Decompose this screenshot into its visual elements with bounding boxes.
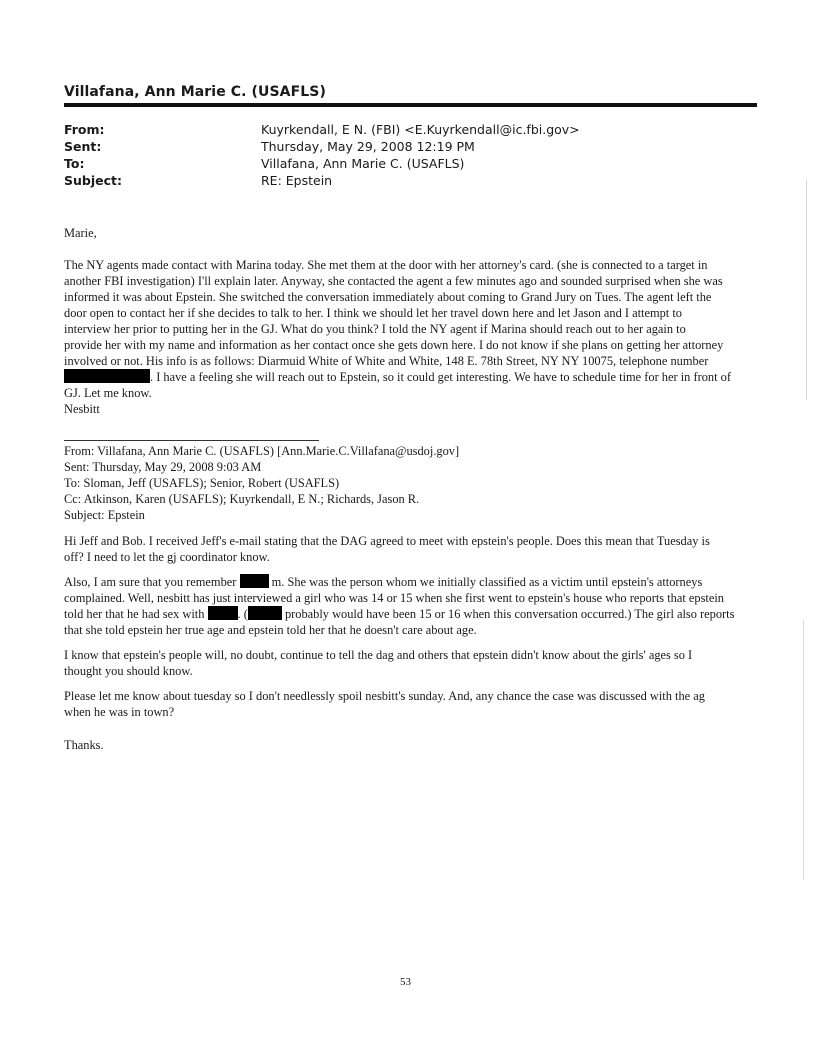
paragraph-line: thought you should know. [64,664,193,678]
reply-line: informed it was about Epstein. She switched the conversation immediately about coming to Grand Jury on Tues. The agent left the [64,290,712,304]
paragraph-text: Also, I am sure that you remember [64,575,237,589]
to-value: Villafana, Ann Marie C. (USAFLS) [261,156,465,171]
scan-edge-mark [803,620,804,880]
redaction-block [248,606,282,620]
paragraph-line: when he was in town? [64,705,175,719]
mailbox-owner-title: Villafana, Ann Marie C. (USAFLS) [64,84,326,100]
paragraph-text: m. She was the person whom we initially classified as a victim until epstein's attorneys [271,575,703,589]
paragraph-line: off? I need to let the gj coordinator know. [64,550,270,564]
forwarded-subject: Subject: Epstein [64,508,145,522]
scan-edge-mark [806,180,807,400]
reply-line: door open to contact her if she decides to talk to her. I think we should let her travel down here and let Jason and I attempt to [64,306,682,320]
reply-line: another FBI investigation) I'll explain later. Anyway, she contacted the agent a few minutes ago and sounded surprised when she was [64,274,723,288]
reply-line: The NY agents made contact with Marina today. She met them at the door with her attorney's card. (she is connected to a target in [64,258,708,272]
forwarded-paragraph-1 [64,533,754,565]
from-label: From: [64,122,105,137]
forwarded-header [64,443,754,523]
sent-value: Thursday, May 29, 2008 12:19 PM [261,139,475,154]
page-number: 53 [400,976,411,988]
reply-signoff: Nesbitt [64,402,100,416]
reply-line: GJ. Let me know. [64,386,152,400]
subject-label: Subject: [64,173,122,188]
title-divider [64,103,757,107]
paragraph-line: Please let me know about tuesday so I don't needlessly spoil nesbitt's sunday. And, any chance the case was discussed with the ag [64,689,705,703]
reply-line [64,369,754,385]
paragraph-line [64,606,754,622]
paragraph-line: Hi Jeff and Bob. I received Jeff's e-mail stating that the DAG agreed to meet with epstein's people. Does this mean that Tuesday is [64,534,710,548]
forwarded-from: From: Villafana, Ann Marie C. (USAFLS) [Ann.Marie.C.Villafana@usdoj.gov] [64,444,460,458]
sent-label: Sent: [64,139,102,154]
reply-line: provide her with my name and information as her contact once she gets down here. I do not know if she plans on getting her attorney [64,338,724,352]
reply-line: interview her prior to putting her in the GJ. What do you think? I told the NY agent if Marina should reach out to her again to [64,322,686,336]
forwarded-paragraph-3 [64,647,754,679]
paragraph-line: that she told epstein her true age and epstein told her that he doesn't care about age. [64,623,477,637]
paragraph-text: told her that he had sex with [64,607,205,621]
paragraph-text: . ( [237,607,248,621]
reply-line: involved or not. His info is as follows: Diarmuid White of White and White, 148 E. 78th Street, NY NY 10075, telephone number [64,354,709,368]
reply-line-text: . I have a feeling she will reach out to Epstein, so it could get interesting. We have to schedule time for her in front of [150,370,731,384]
subject-value: RE: Epstein [261,173,333,188]
to-label: To: [64,156,85,171]
forward-divider [64,440,319,441]
reply-body [64,257,754,401]
redaction-block [64,369,150,383]
forwarded-paragraph-4 [64,688,754,720]
paragraph-line: I know that epstein's people will, no doubt, continue to tell the dag and others that epstein didn't know about the girls' ages so I [64,648,693,662]
paragraph-line: complained. Well, nesbitt has just interviewed a girl who was 14 or 15 when she first went to epstein's house who reports that epstein [64,591,724,605]
paragraph-line [64,574,754,590]
redaction-block [208,606,238,620]
reply-salutation: Marie, [64,226,97,240]
forwarded-paragraph-2 [64,574,754,638]
forwarded-cc: Cc: Atkinson, Karen (USAFLS); Kuyrkendall, E N.; Richards, Jason R. [64,492,420,506]
forwarded-closing: Thanks. [64,738,104,752]
from-value: Kuyrkendall, E N. (FBI) <E.Kuyrkendall@ic.fbi.gov> [261,122,580,137]
forwarded-to: To: Sloman, Jeff (USAFLS); Senior, Robert (USAFLS) [64,476,340,490]
forwarded-sent: Sent: Thursday, May 29, 2008 9:03 AM [64,460,262,474]
paragraph-text: probably would have been 15 or 16 when this conversation occurred.) The girl also reports [284,607,735,621]
redaction-block [240,574,269,588]
